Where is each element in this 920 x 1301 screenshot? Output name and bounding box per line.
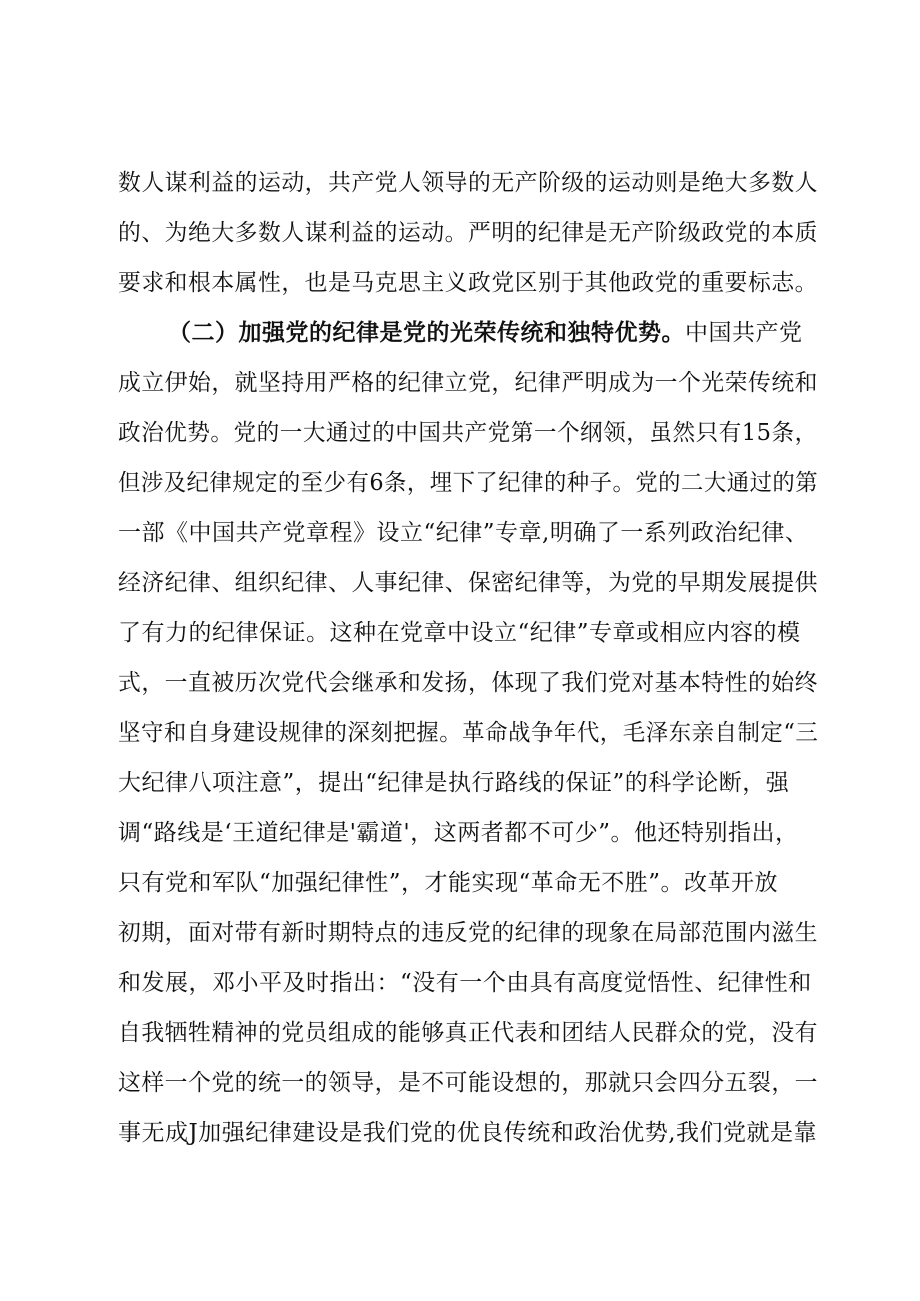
paragraph-2-first-line bbox=[168, 313, 818, 353]
paragraph-2-line: 成立伊始，就坚持用严格的纪律立党，纪律严明成为一个光荣传统和 bbox=[118, 370, 818, 396]
paragraph-2-line: 经济纪律、组织纪律、人事纪律、保密纪律等，为党的早期发展提供 bbox=[118, 570, 818, 596]
paragraph-1-line-2: 的、为绝大多数人谋利益的运动。严明的纪律是无产阶级政党的本质 bbox=[118, 220, 818, 246]
paragraph-1-line-1: 数人谋利益的运动，共产党人领导的无产阶级的运动则是绝大多数人 bbox=[118, 170, 818, 196]
paragraph-2-line: 只有党和军队“加强纪律性”，才能实现“革命无不胜”。改革开放 bbox=[118, 870, 779, 896]
paragraph-2-line: 了有力的纪律保证。这种在党章中设立“纪律”专章或相应内容的模 bbox=[118, 620, 801, 646]
paragraph-1-line-3: 要求和根本属性，也是马克思主义政党区别于其他政党的重要标志。 bbox=[118, 270, 818, 296]
paragraph-2-line: 一部《中国共产党章程》设立“纪律”专章,明确了一系列政治纪律、 bbox=[118, 520, 809, 546]
paragraph-2-line: 大纪律八项注意”，提出“纪律是执行路线的保证”的科学论断，强 bbox=[118, 770, 790, 796]
paragraph-2-line: 但涉及纪律规定的至少有6条，埋下了纪律的种子。党的二大通过的第 bbox=[118, 470, 819, 496]
paragraph-2-line: 政治优势。党的一大通过的中国共产党第一个纲领，虽然只有15条， bbox=[118, 420, 818, 446]
paragraph-2-first-line-text: 中国共产党 bbox=[685, 320, 803, 346]
paragraph-2-line: 自我牺牲精神的党员组成的能够真正代表和团结人民群众的党，没有 bbox=[118, 1020, 818, 1046]
paragraph-2-line: 和发展，邓小平及时指出：“没有一个由具有高度觉悟性、纪律性和 bbox=[118, 970, 812, 996]
paragraph-2-line: 事无成J加强纪律建设是我们党的优良传统和政治优势,我们党就是靠 bbox=[118, 1120, 818, 1146]
paragraph-2-line: 坚守和自身建设规律的深刻把握。革命战争年代，毛泽东亲自制定“三 bbox=[118, 720, 819, 746]
paragraph-2-line: 这样一个党的统一的领导，是不可能设想的，那就只会四分五裂，一 bbox=[118, 1070, 818, 1096]
section-heading: （二）加强党的纪律是党的光荣传统和独特优势。 bbox=[168, 319, 685, 346]
paragraph-2-line: 初期，面对带有新时期特点的违反党的纪律的现象在局部范围内滋生 bbox=[118, 920, 818, 946]
paragraph-2-line: 调“路线是‘王道纪律是'霸道'，这两者都不可少”。他还特别指出， bbox=[118, 820, 799, 846]
paragraph-2-line: 式，一直被历次党代会继承和发扬，体现了我们党对基本特性的始终 bbox=[118, 670, 818, 696]
